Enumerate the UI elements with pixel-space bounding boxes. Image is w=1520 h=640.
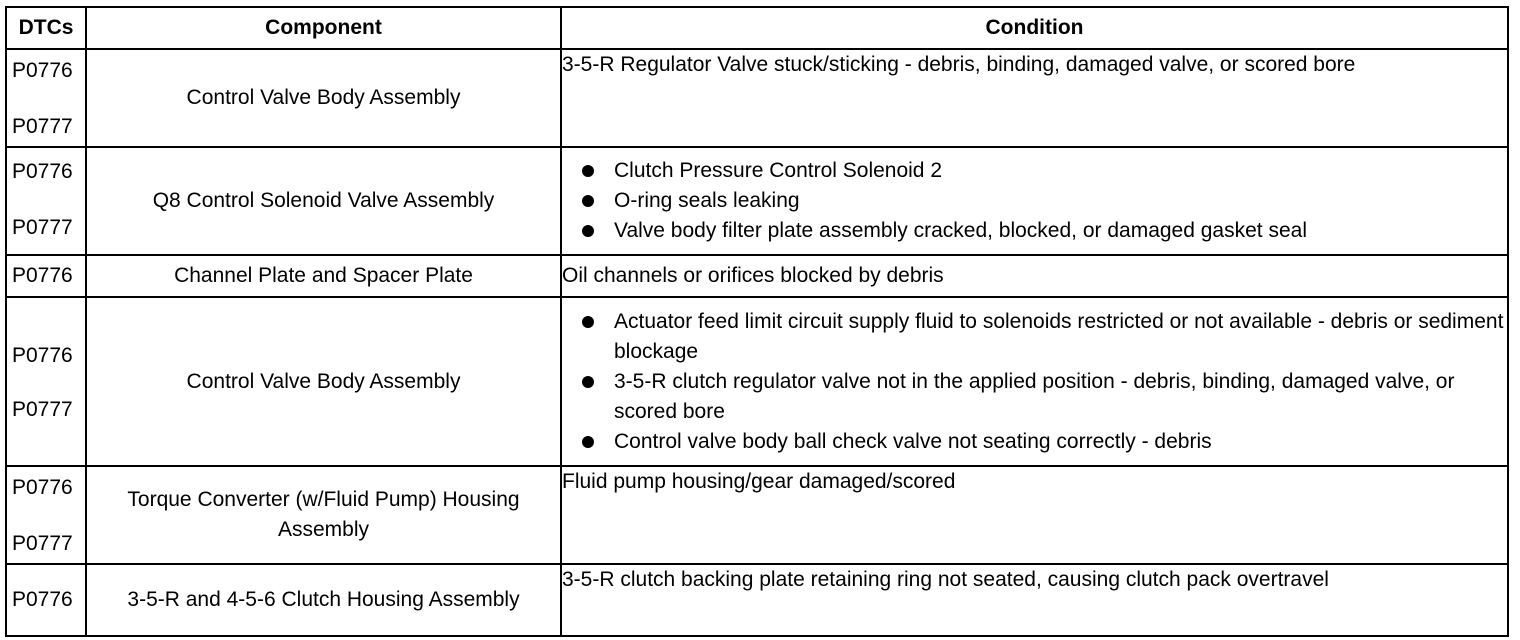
list-item-text: Valve body filter plate assembly cracked, blocked, or damaged gasket seal bbox=[614, 219, 1307, 242]
list-item bbox=[582, 186, 1507, 216]
bullet-icon bbox=[582, 165, 594, 177]
dtc-code: P0776 bbox=[12, 160, 73, 183]
list-item bbox=[582, 156, 1507, 186]
bullet-icon bbox=[582, 195, 594, 207]
header-component: Component bbox=[86, 7, 561, 49]
list-item bbox=[582, 367, 1507, 427]
bullet-icon bbox=[582, 225, 594, 237]
dtc-code: P0776 bbox=[12, 476, 73, 499]
condition-cell bbox=[561, 147, 1508, 255]
dtc-cell bbox=[6, 147, 86, 255]
list-item-text: 3-5-R clutch regulator valve not in the applied position - debris, binding, damaged valve, or scored bore bbox=[614, 369, 1455, 423]
dtc-code: P0776 bbox=[12, 588, 73, 611]
condition-cell: Fluid pump housing/gear damaged/scored bbox=[561, 466, 1508, 564]
dtc-code: P0777 bbox=[12, 532, 73, 555]
component-cell: Channel Plate and Spacer Plate bbox=[86, 255, 561, 297]
table-row bbox=[6, 49, 1508, 147]
list-item bbox=[582, 216, 1507, 246]
dtc-code: P0777 bbox=[12, 216, 73, 239]
list-item bbox=[582, 427, 1507, 457]
list-item-text: Clutch Pressure Control Solenoid 2 bbox=[614, 159, 943, 182]
dtc-code: P0776 bbox=[12, 264, 73, 287]
dtc-code: P0777 bbox=[12, 397, 73, 421]
dtc-code: P0777 bbox=[12, 115, 73, 138]
component-cell: Control Valve Body Assembly bbox=[86, 297, 561, 466]
bullet-icon bbox=[582, 436, 594, 448]
table-row bbox=[6, 147, 1508, 255]
condition-cell bbox=[561, 297, 1508, 466]
dtc-cell bbox=[6, 564, 86, 636]
dtc-cell bbox=[6, 49, 86, 147]
component-cell: Torque Converter (w/Fluid Pump) Housing Assembly bbox=[86, 466, 561, 564]
dtc-cell bbox=[6, 466, 86, 564]
list-item bbox=[582, 307, 1507, 367]
condition-cell: 3-5-R Regulator Valve stuck/sticking - debris, binding, damaged valve, or scored bore bbox=[561, 49, 1508, 147]
table-row bbox=[6, 297, 1508, 466]
header-row bbox=[6, 7, 1508, 49]
condition-cell: 3-5-R clutch backing plate retaining ring not seated, causing clutch pack overtravel bbox=[561, 564, 1508, 636]
dtc-code: P0776 bbox=[12, 343, 73, 367]
dtc-cell bbox=[6, 297, 86, 466]
component-cell: Control Valve Body Assembly bbox=[86, 49, 561, 147]
dtc-cell bbox=[6, 255, 86, 297]
table-row bbox=[6, 564, 1508, 636]
bullet-icon bbox=[582, 376, 594, 388]
list-item-text: Control valve body ball check valve not seating correctly - debris bbox=[614, 429, 1212, 453]
component-cell: 3-5-R and 4-5-6 Clutch Housing Assembly bbox=[86, 564, 561, 636]
condition-list bbox=[562, 307, 1507, 457]
header-dtcs: DTCs bbox=[6, 7, 86, 49]
condition-list bbox=[562, 156, 1507, 246]
list-item-text: O-ring seals leaking bbox=[614, 189, 800, 212]
header-condition: Condition bbox=[561, 7, 1508, 49]
list-item-text: Actuator feed limit circuit supply fluid to solenoids restricted or not available - debris or sediment blockage bbox=[614, 309, 1504, 363]
bullet-icon bbox=[582, 316, 594, 328]
component-cell: Q8 Control Solenoid Valve Assembly bbox=[86, 147, 561, 255]
dtc-table bbox=[5, 6, 1509, 637]
table-row bbox=[6, 466, 1508, 564]
condition-cell: Oil channels or orifices blocked by debris bbox=[561, 255, 1508, 297]
dtc-code: P0776 bbox=[12, 59, 73, 82]
table-row bbox=[6, 255, 1508, 297]
